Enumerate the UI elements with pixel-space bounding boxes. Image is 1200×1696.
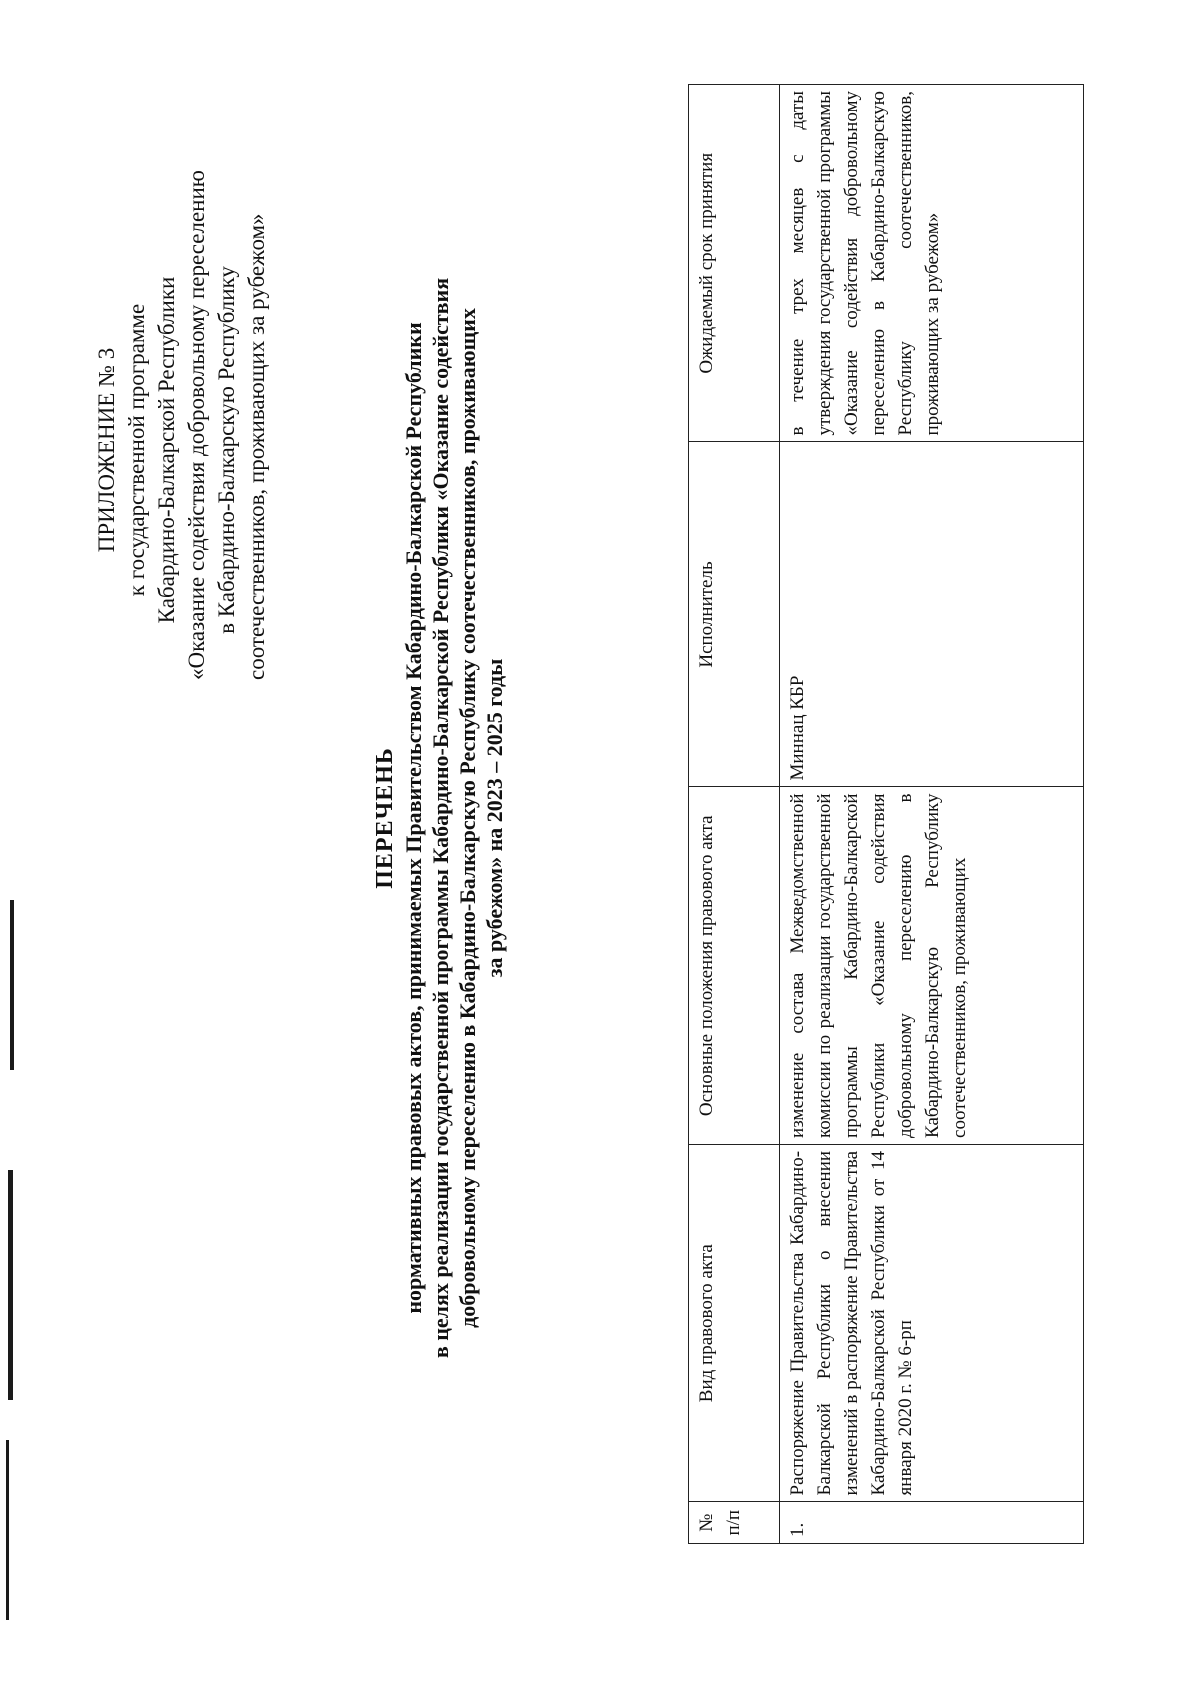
header-executor: Исполнитель	[689, 442, 780, 787]
header-kind: Вид правового акта	[689, 1144, 780, 1501]
appendix-line: «Оказание содействия добровольному переселению	[184, 170, 209, 680]
scan-artifact	[6, 1440, 9, 1620]
appendix-line: к государственной программе	[124, 303, 149, 597]
header-term: Ожидаемый срок принятия	[689, 85, 780, 443]
heading-title: ПЕРЕЧЕНЬ	[372, 747, 398, 889]
document-heading	[370, 108, 508, 1528]
appendix-block	[92, 170, 272, 680]
header-num-sign: №	[696, 1513, 717, 1532]
appendix-line: соотечественников, проживающих за рубежом»	[244, 213, 269, 680]
heading-line: за рубежом» на 2023 – 2025 годы	[482, 658, 507, 978]
appendix-line: в Кабардино-Балкарскую Республику	[214, 266, 239, 634]
heading-line: добровольному переселению в Кабардино-Балкарскую Республику соотечественников, проживающих	[455, 308, 480, 1328]
header-num-abbr: п/п	[723, 1509, 744, 1536]
appendix-line: Кабардино-Балкарской Республики	[154, 276, 179, 624]
header-main: Основные положения правового акта	[689, 787, 780, 1144]
cell-term: в течение трех месяцев с даты утверждения государственной программы «Оказание содействия добровольному переселению в Кабардино-Балкарскую Республику соотечественников, проживающих за рубежом»	[780, 85, 1084, 443]
table-header-row	[689, 85, 780, 1544]
heading-line: нормативных правовых актов, принимаемых Правительством Кабардино-Балкарской Республики	[401, 322, 426, 1314]
cell-num: 1.	[780, 1502, 1084, 1544]
table-row	[780, 85, 1084, 1544]
cell-executor: Миннац КБР	[780, 442, 1084, 787]
scan-artifact	[8, 1170, 13, 1400]
heading-line: в целях реализации государственной программы Кабардино-Балкарской Республики «Оказание содействия	[428, 277, 453, 1359]
acts-table	[688, 84, 1084, 1544]
header-num	[689, 1502, 780, 1544]
cell-kind: Распоряжение Правительства Кабардино-Балкарской Республики о внесении изменений в распоряжение Правительства Кабардино-Балкарской Республики от 14 января 2020 г. № 6-рп	[780, 1144, 1084, 1501]
appendix-title: ПРИЛОЖЕНИЕ № 3	[94, 347, 119, 553]
cell-main: изменение состава Межведомственной комиссии по реализации государственной программы Кабардино-Балкарской Республики «Оказание содействия добровольному переселению в Кабардино-Балкарскую Республику соотечественников, проживающих	[780, 787, 1084, 1144]
scan-artifact	[10, 900, 14, 1070]
document-page	[80, 80, 1080, 1548]
